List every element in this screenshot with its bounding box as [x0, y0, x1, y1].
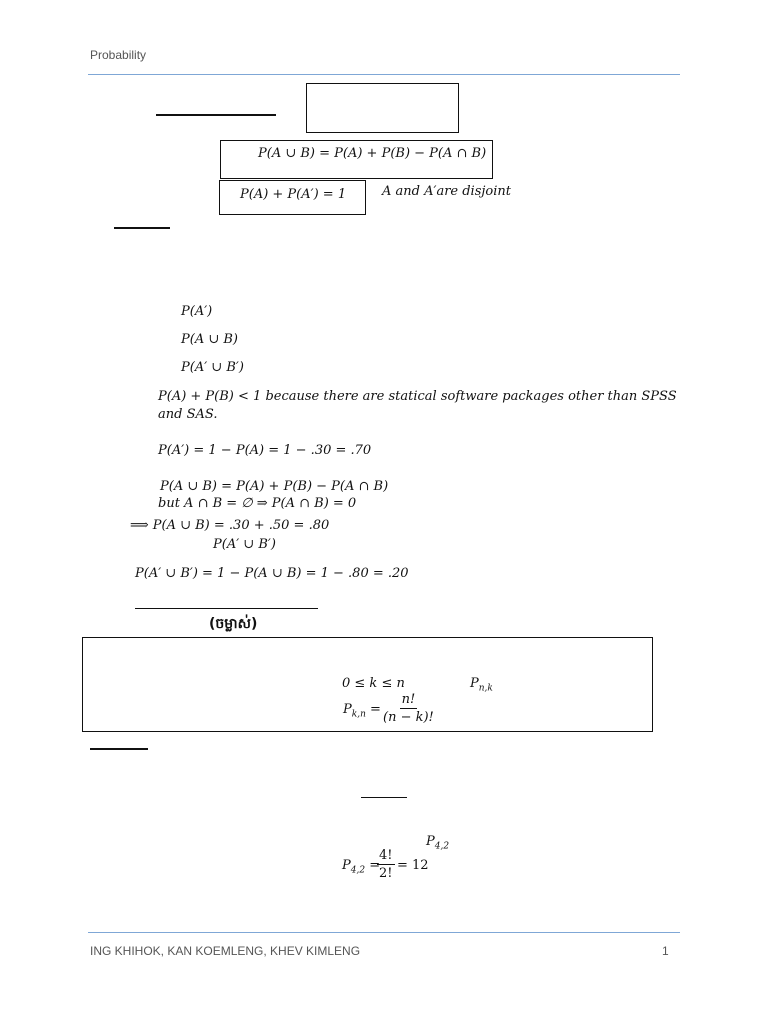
complement-rule-formula: P(A) + P(A′) = 1: [240, 187, 347, 202]
question-1: P(A′): [181, 304, 213, 319]
question-2: P(A ∪ B): [181, 332, 238, 347]
permutation-formula-lhs: $P_{k,n}$ =: [343, 702, 381, 720]
permutation-formula-lhs-subscript: k,n: [351, 709, 366, 720]
calc-union: P(A ∪ B) = P(A) + P(B) − P(A ∩ B): [160, 479, 389, 494]
example2-center-underline: [361, 797, 407, 798]
permutation-symbol-subscript: n,k: [478, 683, 493, 694]
footer-page-number: 1: [662, 944, 669, 958]
permutation-condition: 0 ≤ k ≤ n: [342, 676, 405, 691]
example2-numerator: 4!: [379, 848, 393, 863]
permutation-formula-fraction: [383, 692, 434, 725]
permutation-symbol: $P_{n,k}$: [470, 676, 493, 694]
permutation-heading-underline: [135, 608, 318, 609]
note-line-2: and SAS.: [158, 407, 218, 422]
calc-final: P(A′ ∪ B′) = 1 − P(A ∪ B) = 1 − .80 = .20: [135, 566, 409, 581]
note-line-1: P(A) + P(B) < 1 because there are statical software packages other than SPSS: [158, 389, 677, 404]
footer-rule: [88, 932, 680, 933]
example1-heading-underline: [114, 227, 170, 229]
union-rule-formula: P(A ∪ B) = P(A) + P(B) − P(A ∩ B): [258, 146, 487, 161]
fraction-numerator: n!: [401, 692, 416, 707]
example2-formula-lhs: $P_{4,2}$ =: [342, 858, 381, 876]
header-rule: [88, 74, 680, 75]
empty-title-box: [306, 83, 459, 133]
khmer-label: (ចម្លាស់): [209, 616, 258, 632]
example2-result: = 12: [397, 858, 429, 873]
header-title: Probability: [90, 48, 147, 62]
example2-fraction: [377, 848, 395, 881]
section-heading-underline: [156, 114, 276, 116]
calc-union-result: ⟹ P(A ∪ B) = .30 + .50 = .80: [130, 518, 330, 533]
calc-complement: P(A′) = 1 − P(A) = 1 − .30 = .70: [158, 443, 372, 458]
fraction-denominator: (n − k)!: [383, 710, 434, 725]
question-3: P(A′ ∪ B′): [181, 360, 244, 375]
example2-symbol: $P_{4,2}$: [426, 834, 450, 852]
example2-denominator: 2!: [379, 866, 393, 881]
calc-disjoint: but A ∩ B = ∅ ⇒ P(A ∩ B) = 0: [158, 496, 357, 511]
footer-authors: ING KHIHOK, KAN KOEMLENG, KHEV KIMLENG: [90, 944, 361, 958]
example2-heading-underline: [90, 748, 148, 750]
example2-formula-lhs-subscript: 4,2: [350, 865, 366, 876]
example2-symbol-subscript: 4,2: [434, 841, 450, 852]
complement-rule-note: A and A′are disjoint: [382, 184, 511, 199]
calc-question-3: P(A′ ∪ B′): [213, 537, 276, 552]
